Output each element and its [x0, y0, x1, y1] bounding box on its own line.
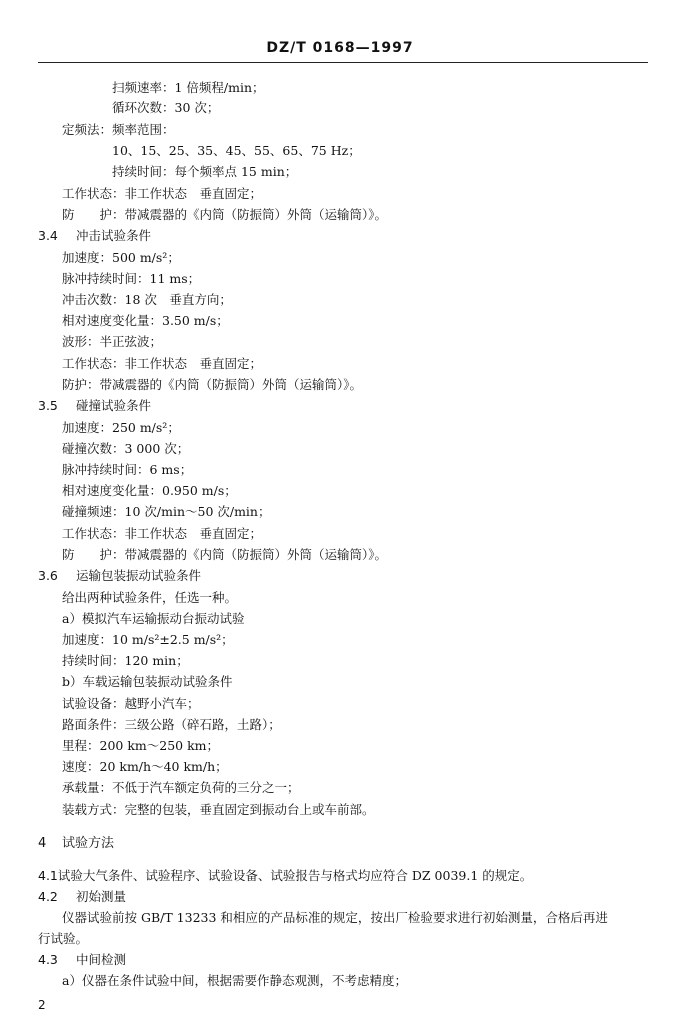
section-number: 4.1 — [38, 868, 58, 883]
section-heading — [38, 952, 126, 968]
text-line: 防 护：带减震器的《内筒（防振筒）外筒（运输筒）》。 — [62, 207, 388, 222]
text-line: a）仪器在条件试验中间，根据需要作静态观测，不考虑精度； — [62, 973, 407, 988]
section-number: 3.6 — [38, 568, 58, 583]
text-line: 速度：20 km/h～40 km/h； — [62, 759, 228, 774]
text-line: 仪器试验前按 GB/T 13233 和相应的产品标准的规定，按出厂检验要求进行初始测量，合格后再进 — [62, 910, 608, 925]
text-line: 碰撞频速：10 次/min～50 次/min； — [62, 504, 271, 519]
section-title: 中间检测 — [76, 952, 127, 967]
text-line: 相对速度变化量：3.50 m/s； — [62, 313, 229, 328]
text-line: 装载方式：完整的包装，垂直固定到振动台上或车前部。 — [62, 802, 375, 817]
text-line: 工作状态：非工作状态 垂直固定； — [62, 526, 263, 541]
section-number: 3.5 — [38, 398, 58, 413]
text-line: 防护：带减震器的《内筒（防振筒）外筒（运输筒）》。 — [62, 377, 363, 392]
section-number: 4.3 — [38, 952, 58, 967]
text-line: 碰撞次数：3 000 次； — [62, 441, 190, 456]
text-line: 给出两种试验条件，任选一种。 — [62, 590, 238, 605]
section-title: 试验方法 — [62, 836, 115, 851]
text-line: 10、15、25、35、45、55、65、75 Hz； — [112, 143, 361, 158]
text-line: 承载量：不低于汽车额定负荷的三分之一； — [62, 780, 300, 795]
text-line: 加速度：500 m/s²； — [62, 250, 180, 265]
text-line: 加速度：10 m/s²±2.5 m/s²； — [62, 632, 234, 647]
section-heading — [38, 836, 114, 852]
section-heading — [38, 228, 151, 244]
section-number: 3.4 — [38, 228, 58, 243]
section-heading — [38, 889, 126, 905]
text-line: 工作状态：非工作状态 垂直固定； — [62, 356, 263, 371]
section-title: 碰撞试验条件 — [76, 398, 152, 413]
text-line: 持续时间：120 min； — [62, 653, 189, 668]
text-line: 脉冲持续时间：6 ms； — [62, 462, 193, 477]
text-line: 冲击次数：18 次 垂直方向； — [62, 292, 232, 307]
text-line: b）车载运输包装振动试验条件 — [62, 674, 233, 689]
text-line: a）模拟汽车运输振动台振动试验 — [62, 611, 245, 626]
text-line: 防 护：带减震器的《内筒（防振筒）外筒（运输筒）》。 — [62, 547, 388, 562]
text-line: 循环次数：30 次； — [112, 100, 220, 115]
clause-text: 试验大气条件、试验程序、试验设备、试验报告与格式均应符合 DZ 0039.1 的规定。 — [57, 868, 533, 883]
page-number: 2 — [38, 998, 46, 1012]
text-line: 里程：200 km～250 km； — [62, 738, 220, 753]
clause-line — [38, 868, 532, 884]
section-title: 初始测量 — [76, 889, 127, 904]
text-line: 行试验。 — [38, 931, 89, 946]
text-line: 相对速度变化量：0.950 m/s； — [62, 483, 237, 498]
text-line: 持续时间：每个频率点 15 min； — [112, 164, 298, 179]
section-heading — [38, 568, 201, 584]
text-line: 脉冲持续时间：11 ms； — [62, 271, 201, 286]
text-line: 路面条件：三级公路（碎石路，土路）； — [62, 717, 281, 732]
section-title: 运输包装振动试验条件 — [76, 568, 202, 583]
section-number: 4.2 — [38, 889, 58, 904]
text-line: 波形：半正弦波； — [62, 334, 163, 349]
document-header: DZ/T 0168—1997 — [266, 40, 414, 56]
text-line: 工作状态：非工作状态 垂直固定； — [62, 186, 263, 201]
text-line: 定频法：频率范围： — [62, 122, 175, 137]
text-line: 加速度：250 m/s²； — [62, 420, 180, 435]
section-title: 冲击试验条件 — [76, 228, 152, 243]
text-line: 扫频速率：1 倍频程/min； — [112, 80, 265, 95]
text-line: 试验设备：越野小汽车； — [62, 696, 200, 711]
section-number: 4 — [38, 836, 47, 851]
header-rule — [38, 62, 648, 63]
section-heading — [38, 398, 151, 414]
